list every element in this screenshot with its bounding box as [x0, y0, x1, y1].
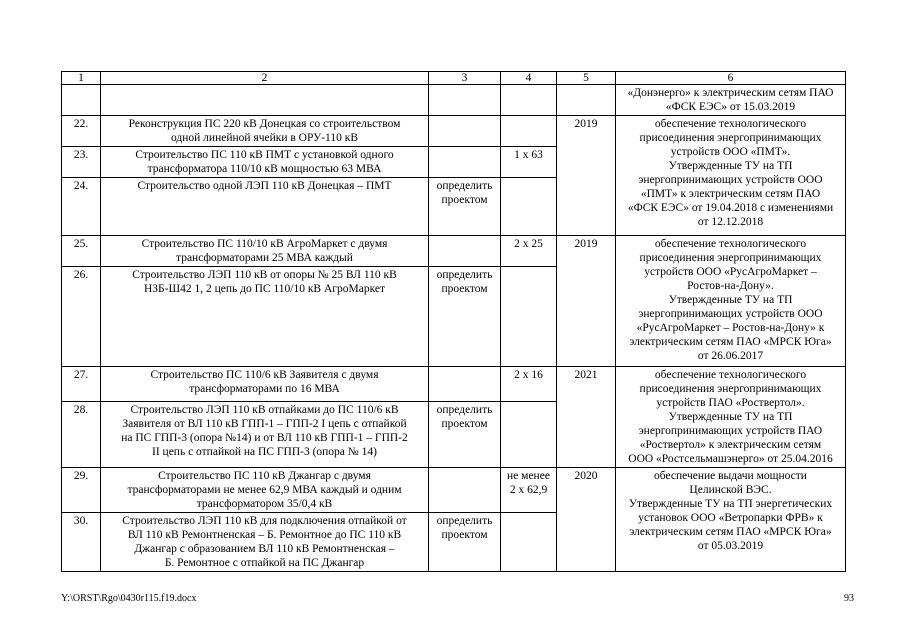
row-capacity: не менее 2 х 62,9	[501, 468, 557, 513]
group-year: 2019	[557, 236, 616, 367]
table-row	[62, 236, 846, 267]
row-capacity	[501, 178, 557, 236]
group-year: 2020	[557, 468, 616, 572]
row-description: Строительство одной ЛЭП 110 кВ Донецкая – ПМТ	[101, 178, 429, 236]
row-number: 22.	[62, 116, 101, 147]
row-description: Строительство ПС 110/10 кВ АгроМаркет с двумя трансформаторами 25 МВА каждый	[101, 236, 429, 267]
investment-table	[61, 71, 846, 572]
row-description: Строительство ПС 110/6 кВ Заявителя с двумя трансформаторами по 16 МВА	[101, 367, 429, 402]
group-purpose: обеспечение выдачи мощности Целинской ВЭС. Утвержденные ТУ на ТП энергетических установок ООО «Ветропарки ФРВ» к электрическим сетям ПАО «МРСК Юга» от 05.03.2019	[616, 468, 846, 572]
header-col-4: 4	[501, 72, 557, 85]
row-capacity	[501, 401, 557, 467]
row-number: 30.	[62, 513, 101, 572]
group-year: 2019	[557, 116, 616, 236]
row-method	[429, 116, 501, 147]
table-row	[62, 468, 846, 513]
row-number: 29.	[62, 468, 101, 513]
row-method	[429, 147, 501, 178]
header-col-6: 6	[616, 72, 846, 85]
group-purpose: обеспечение технологического присоединения энергопринимающих устройств ООО «РусАгроМаркет – Ростов-на-Дону». Утвержденные ТУ на ТП энергопринимающих устройств ООО «РусАгроМаркет – Ростов-на-Дону» к электрическим сетям ПАО «МРСК Юга» от 26.06.2017	[616, 236, 846, 367]
group-purpose: обеспечение технологического присоединения энергопринимающих устройств ПАО «Роствертол». Утвержденные ТУ на ТП энергопринимающих устройств ПАО «Роствертол» к электрическим сетям ООО «Ростсельмашэнерго» от 25.04.2016	[616, 367, 846, 468]
row-number: 25.	[62, 236, 101, 267]
row-method	[429, 236, 501, 267]
row-capacity	[501, 513, 557, 572]
row-capacity	[501, 116, 557, 147]
row-number: 27.	[62, 367, 101, 402]
group-purpose: обеспечение технологического присоединения энергопринимающих устройств ООО «ПМТ». Утвержденные ТУ на ТП энергопринимающих устройств ООО «ПМТ» к электрическим сетям ПАО «ФСК ЕЭС» от 19.04.2018 с изменениями от 12.12.2018	[616, 116, 846, 236]
row-description: Реконструкция ПС 220 кВ Донецкая со строительством одной линейной ячейки в ОРУ-110 кВ	[101, 116, 429, 147]
row-number: 23.	[62, 147, 101, 178]
row-method: определить проектом	[429, 401, 501, 467]
row-method: определить проектом	[429, 267, 501, 367]
group-year: 2021	[557, 367, 616, 468]
row-description: Строительство ЛЭП 110 кВ от опоры № 25 ВЛ 110 кВ НЗБ-Ш42 1, 2 цепь до ПС 110/10 кВ АгроМаркет	[101, 267, 429, 367]
row-description: Строительство ПС 110 кВ ПМТ с установкой одного трансформатора 110/10 кВ мощностью 63 МВА	[101, 147, 429, 178]
row-capacity: 2 х 16	[501, 367, 557, 402]
table-row	[62, 116, 846, 147]
header-col-1: 1	[62, 72, 101, 85]
row-method	[429, 468, 501, 513]
continuation-purpose: «Донэнерго» к электрическим сетям ПАО «ФСК ЕЭС» от 15.03.2019	[616, 85, 846, 116]
row-description: Строительство ЛЭП 110 кВ отпайками до ПС 110/6 кВ Заявителя от ВЛ 110 кВ ГПП-1 – ГПП-2 I цепь с отпайкой на ПС ГПП-3 (опора №14) и от ВЛ 110 кВ ГПП-1 – ГПП-2 II цепь с отпайкой на ПС ГПП-3 (опора № 14)	[101, 401, 429, 467]
row-method: определить проектом	[429, 178, 501, 236]
continuation-row	[62, 85, 846, 116]
footer-page-number: 93	[844, 593, 854, 604]
row-description: Строительство ПС 110 кВ Джангар с двумя трансформаторами не менее 62,9 МВА каждый и одним трансформатором 35/0,4 кВ	[101, 468, 429, 513]
row-capacity	[501, 267, 557, 367]
table-row	[62, 367, 846, 402]
row-method: определить проектом	[429, 513, 501, 572]
row-capacity: 2 х 25	[501, 236, 557, 267]
header-row	[62, 72, 846, 85]
row-description: Строительство ЛЭП 110 кВ для подключения отпайкой от ВЛ 110 кВ Ремонтненская – Б. Ремонтное до ПС 110 кВ Джангар с образованием ВЛ 110 кВ Ремонтненская – Б. Ремонтное с отпайкой на ПС Джангар	[101, 513, 429, 572]
row-number: 26.	[62, 267, 101, 367]
row-number: 28.	[62, 401, 101, 467]
row-number: 24.	[62, 178, 101, 236]
row-method	[429, 367, 501, 402]
row-capacity: 1 х 63	[501, 147, 557, 178]
footer-file-path: Y:\ORST\Rgo\0430r115.f19.docx	[61, 593, 197, 604]
header-col-2: 2	[101, 72, 429, 85]
header-col-3: 3	[429, 72, 501, 85]
header-col-5: 5	[557, 72, 616, 85]
